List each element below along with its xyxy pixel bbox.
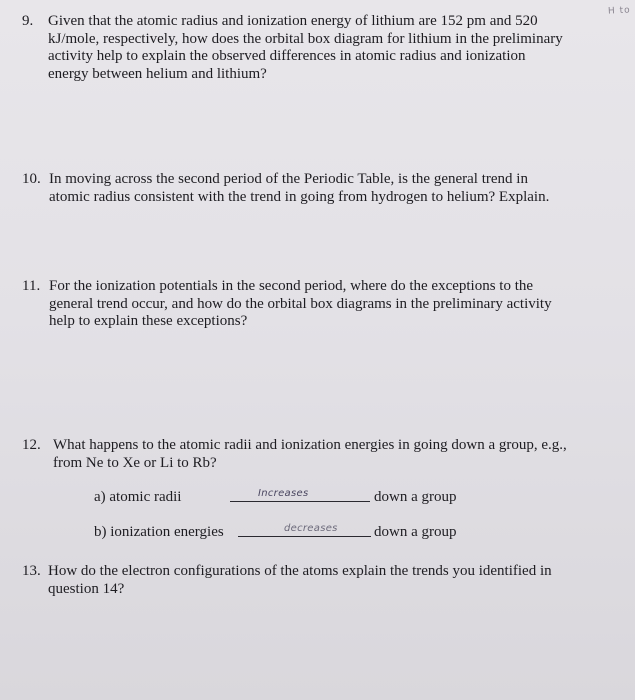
question-line: For the ionization potentials in the second period, where do the exceptions to the xyxy=(49,278,534,294)
question-line: kJ/mole, respectively, how does the orbital box diagram for lithium in the preliminary xyxy=(48,30,563,47)
sub-item-suffix: down a group xyxy=(374,524,457,540)
sub-item-label: b) ionization energies xyxy=(94,524,224,540)
sub-item-suffix: down a group xyxy=(374,489,457,505)
question-number: 11. xyxy=(22,278,41,294)
question-line: Given that the atomic radius and ionization energy of lithium are 152 pm and 520 xyxy=(48,13,538,29)
question-line: activity help to explain the observed differences in atomic radius and ionization xyxy=(48,48,526,64)
question-text xyxy=(48,13,563,83)
question-line: How do the electron configurations of the atoms explain the trends you identified in xyxy=(48,563,552,579)
handwritten-answer: decreases xyxy=(284,523,338,534)
handwritten-answer: Increases xyxy=(258,488,309,499)
question-number: 12. xyxy=(22,437,41,453)
question-line: atomic radius consistent with the trend in going from hydrogen to helium? Explain. xyxy=(49,188,550,205)
question-line: question 14? xyxy=(48,580,125,597)
question-line: general trend occur, and how do the orbital box diagrams in the preliminary activity xyxy=(49,295,552,312)
sub-item-label: a) atomic radii xyxy=(94,489,182,505)
answer-blank-line[interactable] xyxy=(238,536,371,537)
question-text xyxy=(53,437,567,472)
question-line: In moving across the second period of the Periodic Table, is the general trend in xyxy=(49,171,528,187)
question-line: help to explain these exceptions? xyxy=(49,313,248,329)
question-line: from Ne to Xe or Li to Rb? xyxy=(53,454,217,471)
question-line: What happens to the atomic radii and ionization energies in going down a group, e.g., xyxy=(53,437,567,453)
question-number: 9. xyxy=(22,13,34,29)
question-number: 13. xyxy=(22,563,41,579)
question-text xyxy=(48,563,552,598)
question-text xyxy=(49,171,549,206)
question-text xyxy=(49,278,552,331)
question-line: energy between helium and lithium? xyxy=(48,65,267,82)
answer-blank-line[interactable] xyxy=(230,501,370,502)
question-number: 10. xyxy=(22,171,41,187)
handwritten-corner-note: H to xyxy=(608,5,632,17)
